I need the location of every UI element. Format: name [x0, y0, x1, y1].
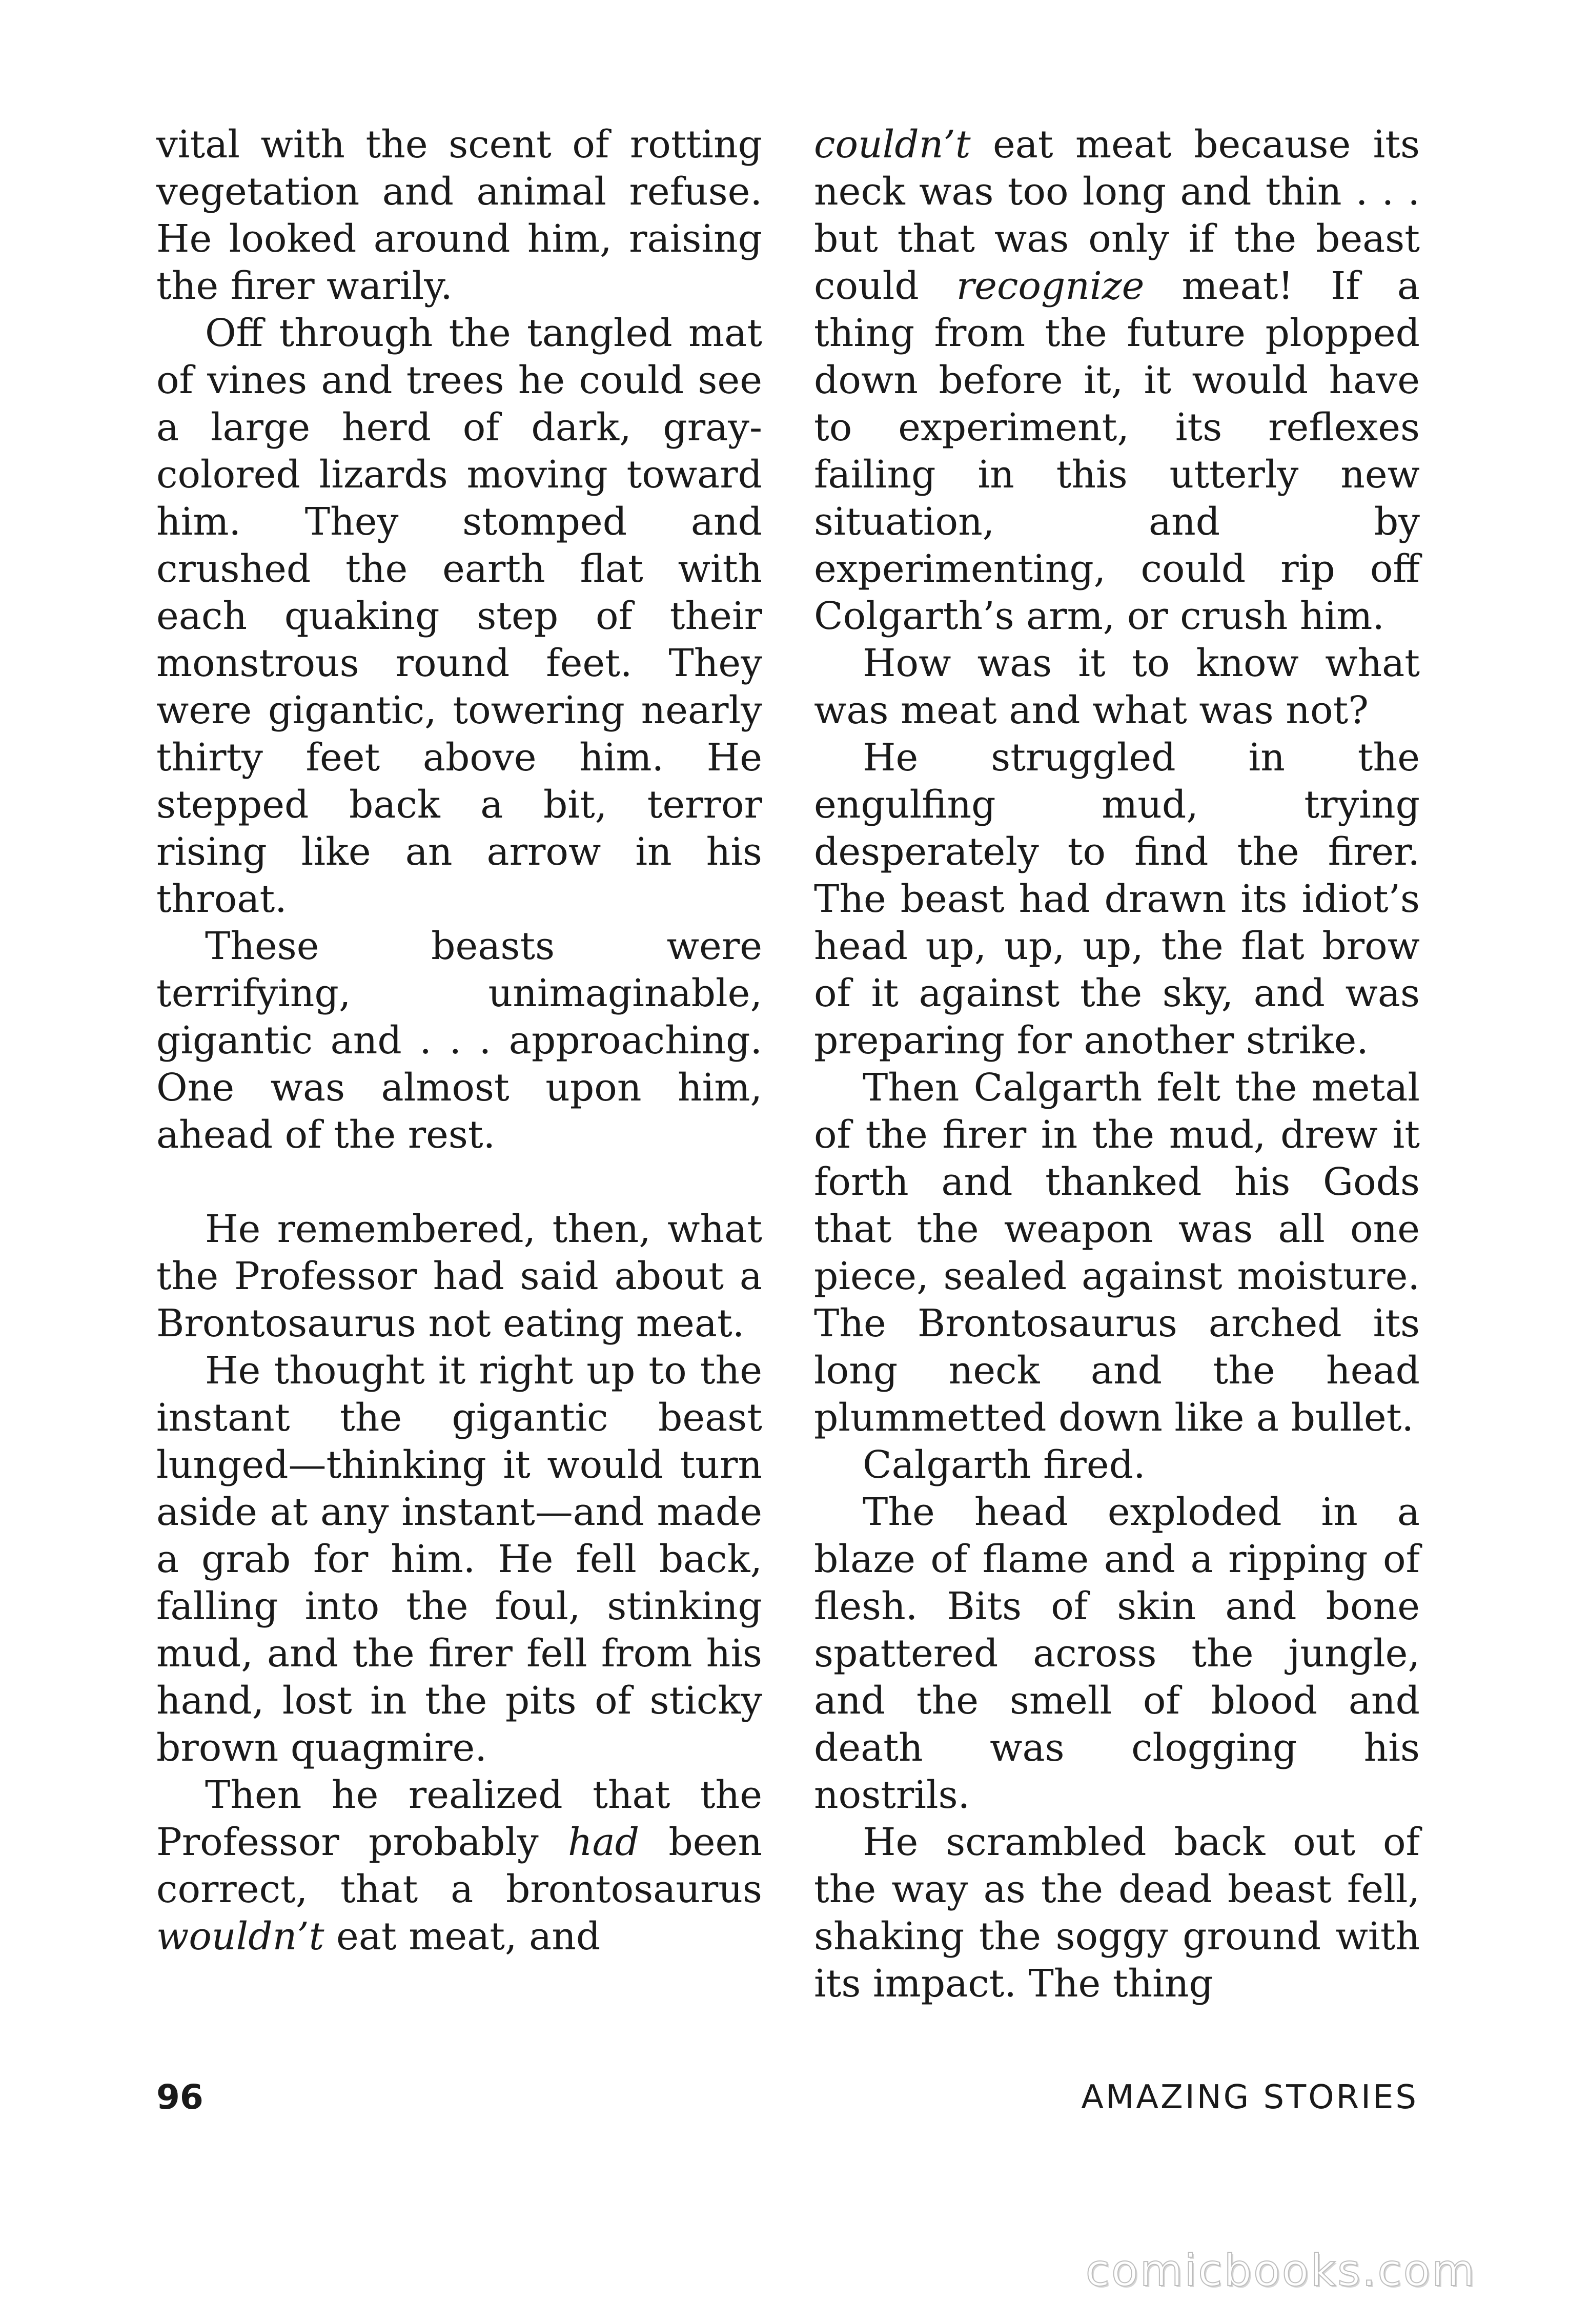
italic-text: had: [567, 1820, 640, 1864]
text-run: meat! If a thing from the future plopped down before it, it would have to experiment, its reflexes failing in this utterly new situation, and by experimenting, could rip off Colgarth’s arm, or crush him.: [814, 264, 1420, 638]
left-text-column: [156, 121, 762, 1960]
page-number: 96: [156, 2077, 203, 2117]
italic-text: couldn’t: [814, 123, 971, 167]
paragraph: Then Calgarth felt the metal of the firer in the mud, drew it forth and thanked his Gods that the weapon was all one piece, sealed against moisture. The Brontosaurus arched its long neck and the head plummetted down like a bullet.: [814, 1066, 1420, 1440]
paragraph: How was it to know what was meat and what was not?: [814, 641, 1420, 732]
paragraph: Calgarth fired.: [863, 1443, 1146, 1487]
paragraph: The head exploded in a blaze of flame and a ripping of flesh. Bits of skin and bone spattered across the jungle, and the smell of blood and death was clogging his nostrils.: [814, 1490, 1420, 1817]
paragraph: He remembered, then, what the Professor had said about a Brontosaurus not eating meat.: [156, 1207, 762, 1346]
text-run: eat meat because its neck was too long and thin . . . but that was only if the beast could: [814, 123, 1420, 308]
paragraph: [156, 1771, 762, 1960]
paragraph: He scrambled back out of the way as the dead beast fell, shaking the soggy ground with its impact. The thing: [814, 1820, 1420, 2006]
paragraph: He thought it right up to the instant the gigantic beast lunged—thinking it would turn aside at any instant—and made a grab for him. He fell back, falling into the foul, stinking mud, and the firer fell from his hand, lost in the pits of sticky brown quagmire.: [156, 1349, 762, 1770]
paragraph: Off through the tangled mat of vines and trees he could see a large herd of dark, gray-colored lizards moving toward him. They stomped and crushed the earth flat with each quaking step of their monstrous round feet. They were gigantic, towering nearly thirty feet above him. He stepped back a bit, terror rising like an arrow in his throat.: [156, 311, 762, 921]
watermark: comicbooks.com: [1085, 2245, 1476, 2296]
paragraph: [814, 121, 1420, 640]
running-head: AMAZING STORIES: [1081, 2078, 1418, 2116]
italic-text: recognize: [956, 264, 1145, 308]
text-run: been correct, that a brontosaurus: [156, 1820, 762, 1911]
text-run: eat meat, and: [324, 1914, 601, 1959]
paragraph: vital with the scent of rotting vegetation and animal refuse. He looked around him, raising the firer warily.: [156, 123, 762, 308]
text-run: Then he realized that the Professor probably: [156, 1773, 762, 1864]
paragraph: These beasts were terrifying, unimaginable, gigantic and . . . approaching. One was almost upon him, ahead of the rest.: [156, 924, 762, 1157]
paragraph: He struggled in the engulfing mud, trying desperately to find the firer. The beast had drawn its idiot’s head up, up, up, the flat brow of it against the sky, and was preparing for another strike.: [814, 736, 1420, 1063]
italic-text: wouldn’t: [156, 1914, 324, 1959]
right-text-column: [814, 121, 1420, 2007]
